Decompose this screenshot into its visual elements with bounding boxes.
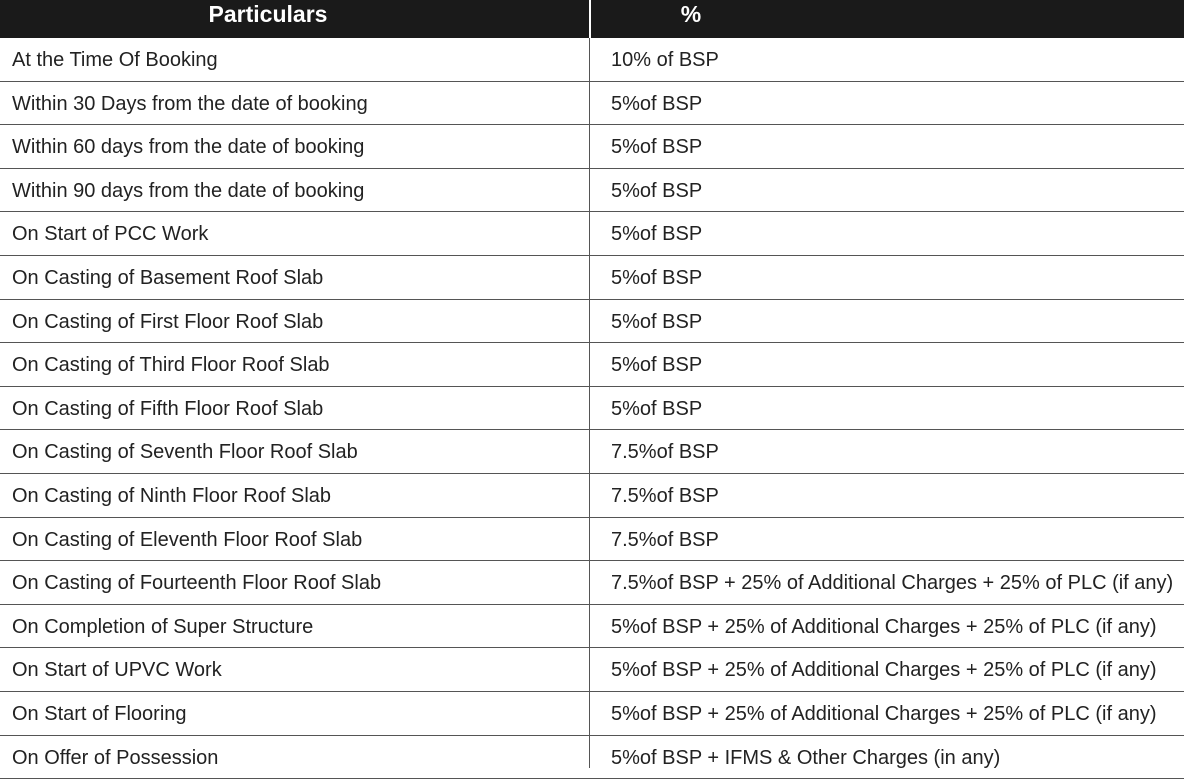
cell-percent: 5%of BSP + 25% of Additional Charges + 25% of PLC (if any) <box>611 659 1157 682</box>
table-row <box>0 648 1184 692</box>
table-row <box>0 38 1184 82</box>
cell-particular: On Casting of Fifth Floor Roof Slab <box>12 397 324 420</box>
cell-particular: On Start of Flooring <box>12 703 187 725</box>
cell-percent: 5%of BSP + IFMS & Other Charges (in any) <box>611 746 1001 769</box>
table-row <box>0 82 1184 126</box>
cell-particular: On Start of PCC Work <box>12 223 209 246</box>
cell-percent: 5%of BSP + 25% of Additional Charges + 25% of PLC (if any) <box>611 703 1157 725</box>
table-row <box>0 736 1184 780</box>
cell-particular: At the Time Of Booking <box>12 49 218 71</box>
table-row <box>0 430 1184 474</box>
cell-percent: 5%of BSP <box>611 179 703 202</box>
cell-particular: On Casting of Fourteenth Floor Roof Slab <box>12 572 382 595</box>
cell-particular: On Casting of First Floor Roof Slab <box>12 310 324 333</box>
cell-particular: Within 30 Days from the date of booking <box>12 92 368 115</box>
cell-particular: On Casting of Eleventh Floor Roof Slab <box>12 528 363 551</box>
cell-particular: On Casting of Ninth Floor Roof Slab <box>12 485 332 507</box>
table-row <box>0 387 1184 431</box>
cell-particular: On Casting of Basement Roof Slab <box>12 267 324 289</box>
table-row <box>0 474 1184 518</box>
cell-percent: 5%of BSP <box>611 267 703 289</box>
cell-particular: On Start of UPVC Work <box>12 659 222 682</box>
cell-percent: 5%of BSP + 25% of Additional Charges + 25% of PLC (if any) <box>611 615 1157 638</box>
cell-percent: 5%of BSP <box>611 354 703 377</box>
table-row <box>0 125 1184 169</box>
table-row <box>0 343 1184 387</box>
cell-percent: 7.5%of BSP <box>611 528 719 551</box>
table-row <box>0 300 1184 344</box>
cell-percent: 5%of BSP <box>611 136 703 159</box>
cell-particular: On Casting of Seventh Floor Roof Slab <box>12 441 358 464</box>
table-row <box>0 692 1184 736</box>
table-row <box>0 561 1184 605</box>
cell-particular: On Completion of Super Structure <box>12 615 314 638</box>
cell-particular: Within 90 days from the date of booking <box>12 179 365 202</box>
cell-percent: 10% of BSP <box>611 49 719 71</box>
cell-percent: 7.5%of BSP <box>611 485 719 507</box>
table-row <box>0 256 1184 300</box>
table-header <box>0 0 1184 38</box>
header-percent: % <box>680 1 702 27</box>
cell-percent: 7.5%of BSP <box>611 441 719 464</box>
cell-percent: 5%of BSP <box>611 397 703 420</box>
cell-percent: 5%of BSP <box>611 92 703 115</box>
table-row <box>0 518 1184 562</box>
cell-percent: 5%of BSP <box>611 223 703 246</box>
cell-particular: On Offer of Possession <box>12 746 219 769</box>
cell-percent: 5%of BSP <box>611 310 703 333</box>
cell-percent: 7.5%of BSP + 25% of Additional Charges + 25% of PLC (if any) <box>611 572 1174 595</box>
table-row <box>0 605 1184 649</box>
cell-particular: On Casting of Third Floor Roof Slab <box>12 354 330 377</box>
table-row <box>0 169 1184 213</box>
header-particulars: Particulars <box>208 1 328 27</box>
cell-particular: Within 60 days from the date of booking <box>12 136 365 159</box>
table-row <box>0 212 1184 256</box>
